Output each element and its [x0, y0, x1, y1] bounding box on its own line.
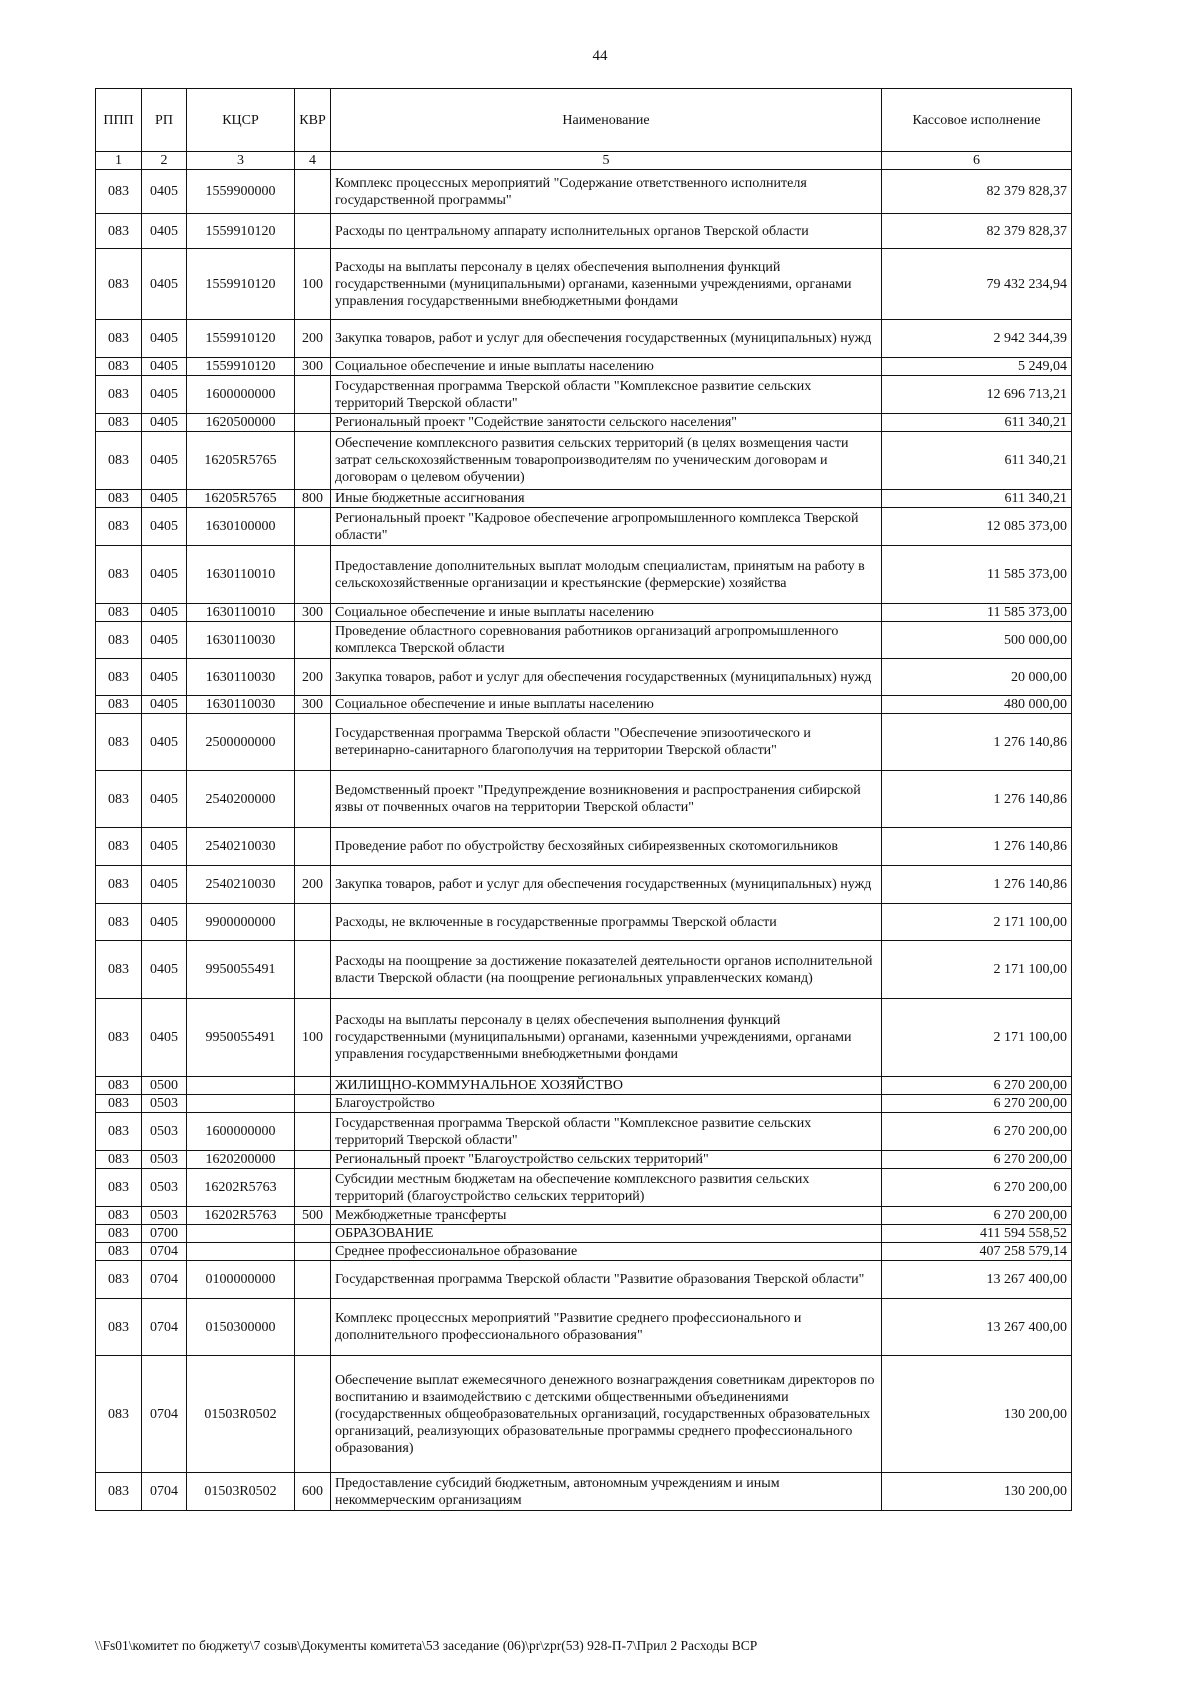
header-row: [96, 89, 1072, 152]
table-row: [96, 508, 1072, 546]
cell-kvr: 200: [295, 659, 331, 696]
cell-kvr: [295, 1243, 331, 1261]
cell-amount: 611 340,21: [882, 432, 1072, 490]
cell-amount: 1 276 140,86: [882, 828, 1072, 866]
table-row: [96, 376, 1072, 414]
cell-kcsr: 01503R0502: [187, 1473, 295, 1511]
cell-rp: 0503: [142, 1113, 187, 1151]
cell-kvr: 100: [295, 249, 331, 320]
cell-amount: 407 258 579,14: [882, 1243, 1072, 1261]
cell-kvr: [295, 546, 331, 604]
cell-amount: 611 340,21: [882, 490, 1072, 508]
cell-kcsr: 16205R5765: [187, 432, 295, 490]
cell-amount: 6 270 200,00: [882, 1207, 1072, 1225]
cell-ppp: 083: [96, 1473, 142, 1511]
cell-name: Субсидии местным бюджетам на обеспечение комплексного развития сельских территорий (благоустройство сельских территорий): [331, 1169, 882, 1207]
cell-kvr: [295, 214, 331, 249]
cell-ppp: 083: [96, 1356, 142, 1473]
cell-ppp: 083: [96, 546, 142, 604]
cell-kcsr: [187, 1095, 295, 1113]
cell-ppp: 083: [96, 414, 142, 432]
table-row: [96, 249, 1072, 320]
cell-ppp: 083: [96, 941, 142, 999]
cell-name: Государственная программа Тверской области "Развитие образования Тверской области": [331, 1261, 882, 1299]
cell-rp: 0405: [142, 696, 187, 714]
cell-rp: 0704: [142, 1243, 187, 1261]
footer-file-path: \\Fs01\комитет по бюджету\7 созыв\Документы комитета\53 заседание (06)\pr\zpr(53) 928-П-7\Прил 2 Расходы ВСР: [95, 1638, 758, 1653]
cell-kvr: [295, 904, 331, 941]
cell-amount: 6 270 200,00: [882, 1113, 1072, 1151]
cell-kvr: 200: [295, 320, 331, 358]
cell-kcsr: 1630110030: [187, 659, 295, 696]
budget-table-container: [95, 88, 1071, 1511]
cell-amount: 6 270 200,00: [882, 1169, 1072, 1207]
cell-kvr: [295, 1169, 331, 1207]
table-row: [96, 490, 1072, 508]
cell-kvr: [295, 170, 331, 214]
table-row: [96, 714, 1072, 771]
cell-kvr: 300: [295, 358, 331, 376]
cell-name: Ведомственный проект "Предупреждение возникновения и распространения сибирской язвы от почвенных очагов на территории Тверской области": [331, 771, 882, 828]
column-number-row: [96, 152, 1072, 170]
cell-ppp: 083: [96, 659, 142, 696]
cell-ppp: 083: [96, 376, 142, 414]
cell-kvr: [295, 1095, 331, 1113]
cell-ppp: 083: [96, 866, 142, 904]
cell-name: Социальное обеспечение и иные выплаты населению: [331, 696, 882, 714]
cell-name: Государственная программа Тверской области "Комплексное развитие сельских территорий Тверской области": [331, 376, 882, 414]
column-number: 5: [331, 152, 882, 170]
header-kvr: КВР: [295, 89, 331, 152]
cell-kvr: 300: [295, 604, 331, 622]
cell-amount: 82 379 828,37: [882, 170, 1072, 214]
cell-kcsr: 1620500000: [187, 414, 295, 432]
cell-rp: 0405: [142, 866, 187, 904]
cell-kvr: [295, 828, 331, 866]
cell-ppp: 083: [96, 358, 142, 376]
table-row: [96, 358, 1072, 376]
cell-name: Расходы на выплаты персоналу в целях обеспечения выполнения функций государственными (муниципальными) органами, казенными учреждениями, органами управления государственными внебюджетными фондами: [331, 999, 882, 1077]
cell-name: Комплекс процессных мероприятий "Развитие среднего профессионального и дополнительного профессионального образования": [331, 1299, 882, 1356]
cell-kcsr: 1630110010: [187, 546, 295, 604]
cell-kcsr: [187, 1077, 295, 1095]
table-row: [96, 320, 1072, 358]
cell-amount: 130 200,00: [882, 1356, 1072, 1473]
table-row: [96, 1473, 1072, 1511]
header-ppp: ППП: [96, 89, 142, 152]
cell-amount: 6 270 200,00: [882, 1151, 1072, 1169]
cell-amount: 82 379 828,37: [882, 214, 1072, 249]
table-row: [96, 432, 1072, 490]
cell-rp: 0405: [142, 249, 187, 320]
cell-rp: 0405: [142, 414, 187, 432]
cell-kcsr: 1630110030: [187, 696, 295, 714]
cell-kvr: 500: [295, 1207, 331, 1225]
cell-name: Региональный проект "Содействие занятости сельского населения": [331, 414, 882, 432]
cell-amount: 411 594 558,52: [882, 1225, 1072, 1243]
table-row: [96, 1095, 1072, 1113]
cell-rp: 0405: [142, 604, 187, 622]
cell-kcsr: 1559910120: [187, 214, 295, 249]
cell-kcsr: 1600000000: [187, 376, 295, 414]
cell-kcsr: 1559910120: [187, 249, 295, 320]
header-kcsr: КЦСР: [187, 89, 295, 152]
cell-rp: 0405: [142, 432, 187, 490]
cell-name: Обеспечение выплат ежемесячного денежного вознаграждения советникам директоров по воспитанию и взаимодействию с детскими общественными объединениями (государственных общеобразовательных организаций, государственных образовательных организаций, реализующих образовательные программы среднего профессионального образования): [331, 1356, 882, 1473]
cell-rp: 0500: [142, 1077, 187, 1095]
cell-kvr: [295, 1113, 331, 1151]
cell-rp: 0405: [142, 490, 187, 508]
header-amount: Кассовое исполнение: [882, 89, 1072, 152]
cell-name: Комплекс процессных мероприятий "Содержание ответственного исполнителя государственной программы": [331, 170, 882, 214]
cell-rp: 0405: [142, 771, 187, 828]
cell-amount: 79 432 234,94: [882, 249, 1072, 320]
cell-ppp: 083: [96, 696, 142, 714]
cell-kvr: [295, 1077, 331, 1095]
page-number: 44: [592, 48, 608, 64]
table-row: [96, 1225, 1072, 1243]
cell-rp: 0405: [142, 358, 187, 376]
table-row: [96, 941, 1072, 999]
cell-name: Предоставление дополнительных выплат молодым специалистам, принятым на работу в сельскохозяйственные организации и крестьянские (фермерские) хозяйства: [331, 546, 882, 604]
cell-ppp: 083: [96, 714, 142, 771]
table-row: [96, 622, 1072, 659]
cell-amount: 1 276 140,86: [882, 714, 1072, 771]
cell-amount: 2 171 100,00: [882, 999, 1072, 1077]
cell-ppp: 083: [96, 1077, 142, 1095]
cell-amount: 2 171 100,00: [882, 941, 1072, 999]
table-row: [96, 696, 1072, 714]
cell-kcsr: 1620200000: [187, 1151, 295, 1169]
cell-ppp: 083: [96, 604, 142, 622]
table-row: [96, 828, 1072, 866]
cell-kvr: 200: [295, 866, 331, 904]
cell-ppp: 083: [96, 999, 142, 1077]
cell-kvr: [295, 1225, 331, 1243]
table-row: [96, 771, 1072, 828]
cell-name: Закупка товаров, работ и услуг для обеспечения государственных (муниципальных) нужд: [331, 659, 882, 696]
cell-rp: 0405: [142, 999, 187, 1077]
cell-rp: 0405: [142, 320, 187, 358]
cell-kvr: [295, 714, 331, 771]
cell-ppp: 083: [96, 1113, 142, 1151]
table-row: [96, 414, 1072, 432]
cell-name: Проведение областного соревнования работников организаций агропромышленного комплекса Тверской области: [331, 622, 882, 659]
cell-name: Закупка товаров, работ и услуг для обеспечения государственных (муниципальных) нужд: [331, 866, 882, 904]
cell-kcsr: 2540200000: [187, 771, 295, 828]
cell-kcsr: 01503R0502: [187, 1356, 295, 1473]
table-row: [96, 604, 1072, 622]
cell-kvr: [295, 941, 331, 999]
cell-kcsr: 1630110010: [187, 604, 295, 622]
cell-amount: 611 340,21: [882, 414, 1072, 432]
cell-rp: 0405: [142, 904, 187, 941]
cell-kcsr: 0150300000: [187, 1299, 295, 1356]
cell-name: Иные бюджетные ассигнования: [331, 490, 882, 508]
cell-kvr: 800: [295, 490, 331, 508]
cell-name: Государственная программа Тверской области "Комплексное развитие сельских территорий Тверской области": [331, 1113, 882, 1151]
table-row: [96, 546, 1072, 604]
cell-ppp: 083: [96, 1095, 142, 1113]
cell-name: Социальное обеспечение и иные выплаты населению: [331, 604, 882, 622]
cell-kcsr: 1559910120: [187, 320, 295, 358]
cell-ppp: 083: [96, 320, 142, 358]
cell-kvr: [295, 1356, 331, 1473]
cell-amount: 130 200,00: [882, 1473, 1072, 1511]
cell-ppp: 083: [96, 904, 142, 941]
cell-rp: 0700: [142, 1225, 187, 1243]
cell-name: Расходы на поощрение за достижение показателей деятельности органов исполнительной власти Тверской области (на поощрение региональных управленческих команд): [331, 941, 882, 999]
cell-name: Расходы по центральному аппарату исполнительных органов Тверской области: [331, 214, 882, 249]
table-row: [96, 1113, 1072, 1151]
cell-kcsr: 9900000000: [187, 904, 295, 941]
header-rp: РП: [142, 89, 187, 152]
column-number: 1: [96, 152, 142, 170]
cell-amount: 1 276 140,86: [882, 771, 1072, 828]
cell-rp: 0503: [142, 1095, 187, 1113]
cell-kvr: [295, 1299, 331, 1356]
cell-name: ЖИЛИЩНО-КОММУНАЛЬНОЕ ХОЗЯЙСТВО: [331, 1077, 882, 1095]
table-row: [96, 1299, 1072, 1356]
cell-kcsr: 2500000000: [187, 714, 295, 771]
cell-kcsr: 2540210030: [187, 866, 295, 904]
table-row: [96, 1356, 1072, 1473]
cell-name: Региональный проект "Кадровое обеспечение агропромышленного комплекса Тверской области": [331, 508, 882, 546]
cell-kcsr: 16202R5763: [187, 1169, 295, 1207]
cell-ppp: 083: [96, 771, 142, 828]
cell-kvr: [295, 376, 331, 414]
cell-amount: 20 000,00: [882, 659, 1072, 696]
cell-rp: 0704: [142, 1356, 187, 1473]
cell-amount: 11 585 373,00: [882, 546, 1072, 604]
cell-name: Закупка товаров, работ и услуг для обеспечения государственных (муниципальных) нужд: [331, 320, 882, 358]
cell-ppp: 083: [96, 1261, 142, 1299]
cell-rp: 0704: [142, 1299, 187, 1356]
table-row: [96, 866, 1072, 904]
cell-kvr: [295, 508, 331, 546]
cell-kvr: [295, 1261, 331, 1299]
cell-name: Обеспечение комплексного развития сельских территорий (в целях возмещения части затрат сельскохозяйственным товаропроизводителям по ученическим договорам и договорам о целевом обучении): [331, 432, 882, 490]
cell-kcsr: 1559900000: [187, 170, 295, 214]
cell-name: Расходы, не включенные в государственные программы Тверской области: [331, 904, 882, 941]
cell-kvr: [295, 414, 331, 432]
cell-kvr: 100: [295, 999, 331, 1077]
cell-amount: 6 270 200,00: [882, 1095, 1072, 1113]
table-row: [96, 1169, 1072, 1207]
cell-amount: 6 270 200,00: [882, 1077, 1072, 1095]
cell-kcsr: 1630110030: [187, 622, 295, 659]
cell-ppp: 083: [96, 490, 142, 508]
cell-kvr: [295, 771, 331, 828]
cell-ppp: 083: [96, 432, 142, 490]
table-row: [96, 1243, 1072, 1261]
cell-ppp: 083: [96, 1243, 142, 1261]
header-name: Наименование: [331, 89, 882, 152]
cell-amount: 12 696 713,21: [882, 376, 1072, 414]
table-row: [96, 1261, 1072, 1299]
cell-amount: 5 249,04: [882, 358, 1072, 376]
cell-kvr: 300: [295, 696, 331, 714]
cell-kcsr: 1630100000: [187, 508, 295, 546]
cell-rp: 0503: [142, 1151, 187, 1169]
cell-amount: 500 000,00: [882, 622, 1072, 659]
cell-kcsr: 0100000000: [187, 1261, 295, 1299]
column-number: 2: [142, 152, 187, 170]
table-row: [96, 170, 1072, 214]
cell-rp: 0405: [142, 941, 187, 999]
cell-kcsr: 16202R5763: [187, 1207, 295, 1225]
cell-ppp: 083: [96, 622, 142, 659]
column-number: 3: [187, 152, 295, 170]
table-row: [96, 659, 1072, 696]
cell-rp: 0704: [142, 1473, 187, 1511]
cell-rp: 0503: [142, 1169, 187, 1207]
cell-kcsr: 1559910120: [187, 358, 295, 376]
cell-name: Среднее профессиональное образование: [331, 1243, 882, 1261]
cell-ppp: 083: [96, 1299, 142, 1356]
column-number: 4: [295, 152, 331, 170]
table-row: [96, 999, 1072, 1077]
cell-ppp: 083: [96, 214, 142, 249]
cell-name: ОБРАЗОВАНИЕ: [331, 1225, 882, 1243]
cell-ppp: 083: [96, 828, 142, 866]
budget-table: [95, 88, 1072, 1511]
cell-ppp: 083: [96, 508, 142, 546]
table-row: [96, 1151, 1072, 1169]
cell-name: Государственная программа Тверской области "Обеспечение эпизоотического и ветеринарно-санитарного благополучия на территории Тверской области": [331, 714, 882, 771]
cell-kcsr: 16205R5765: [187, 490, 295, 508]
cell-rp: 0405: [142, 508, 187, 546]
cell-kvr: 600: [295, 1473, 331, 1511]
cell-rp: 0405: [142, 622, 187, 659]
cell-amount: 12 085 373,00: [882, 508, 1072, 546]
cell-ppp: 083: [96, 1207, 142, 1225]
cell-rp: 0405: [142, 376, 187, 414]
cell-amount: 2 171 100,00: [882, 904, 1072, 941]
cell-rp: 0405: [142, 214, 187, 249]
cell-name: Межбюджетные трансферты: [331, 1207, 882, 1225]
cell-rp: 0405: [142, 546, 187, 604]
table-row: [96, 1077, 1072, 1095]
cell-name: Региональный проект "Благоустройство сельских территорий": [331, 1151, 882, 1169]
cell-amount: 2 942 344,39: [882, 320, 1072, 358]
cell-name: Предоставление субсидий бюджетным, автономным учреждениям и иным некоммерческим организациям: [331, 1473, 882, 1511]
cell-kcsr: 9950055491: [187, 999, 295, 1077]
cell-name: Расходы на выплаты персоналу в целях обеспечения выполнения функций государственными (муниципальными) органами, казенными учреждениями, органами управления государственными внебюджетными фондами: [331, 249, 882, 320]
cell-amount: 1 276 140,86: [882, 866, 1072, 904]
cell-amount: 13 267 400,00: [882, 1261, 1072, 1299]
table-row: [96, 1207, 1072, 1225]
cell-rp: 0405: [142, 659, 187, 696]
cell-ppp: 083: [96, 1151, 142, 1169]
cell-name: Социальное обеспечение и иные выплаты населению: [331, 358, 882, 376]
table-row: [96, 214, 1072, 249]
cell-rp: 0503: [142, 1207, 187, 1225]
cell-amount: 480 000,00: [882, 696, 1072, 714]
cell-name: Благоустройство: [331, 1095, 882, 1113]
cell-kcsr: 9950055491: [187, 941, 295, 999]
cell-rp: 0405: [142, 170, 187, 214]
cell-kcsr: 1600000000: [187, 1113, 295, 1151]
cell-kvr: [295, 1151, 331, 1169]
cell-amount: 11 585 373,00: [882, 604, 1072, 622]
cell-ppp: 083: [96, 249, 142, 320]
cell-rp: 0405: [142, 714, 187, 771]
cell-kvr: [295, 622, 331, 659]
cell-kcsr: [187, 1225, 295, 1243]
cell-kcsr: 2540210030: [187, 828, 295, 866]
cell-ppp: 083: [96, 170, 142, 214]
cell-kcsr: [187, 1243, 295, 1261]
cell-rp: 0704: [142, 1261, 187, 1299]
cell-ppp: 083: [96, 1225, 142, 1243]
cell-name: Проведение работ по обустройству бесхозяйных сибиреязвенных скотомогильников: [331, 828, 882, 866]
cell-ppp: 083: [96, 1169, 142, 1207]
cell-amount: 13 267 400,00: [882, 1299, 1072, 1356]
column-number: 6: [882, 152, 1072, 170]
cell-rp: 0405: [142, 828, 187, 866]
cell-kvr: [295, 432, 331, 490]
table-row: [96, 904, 1072, 941]
